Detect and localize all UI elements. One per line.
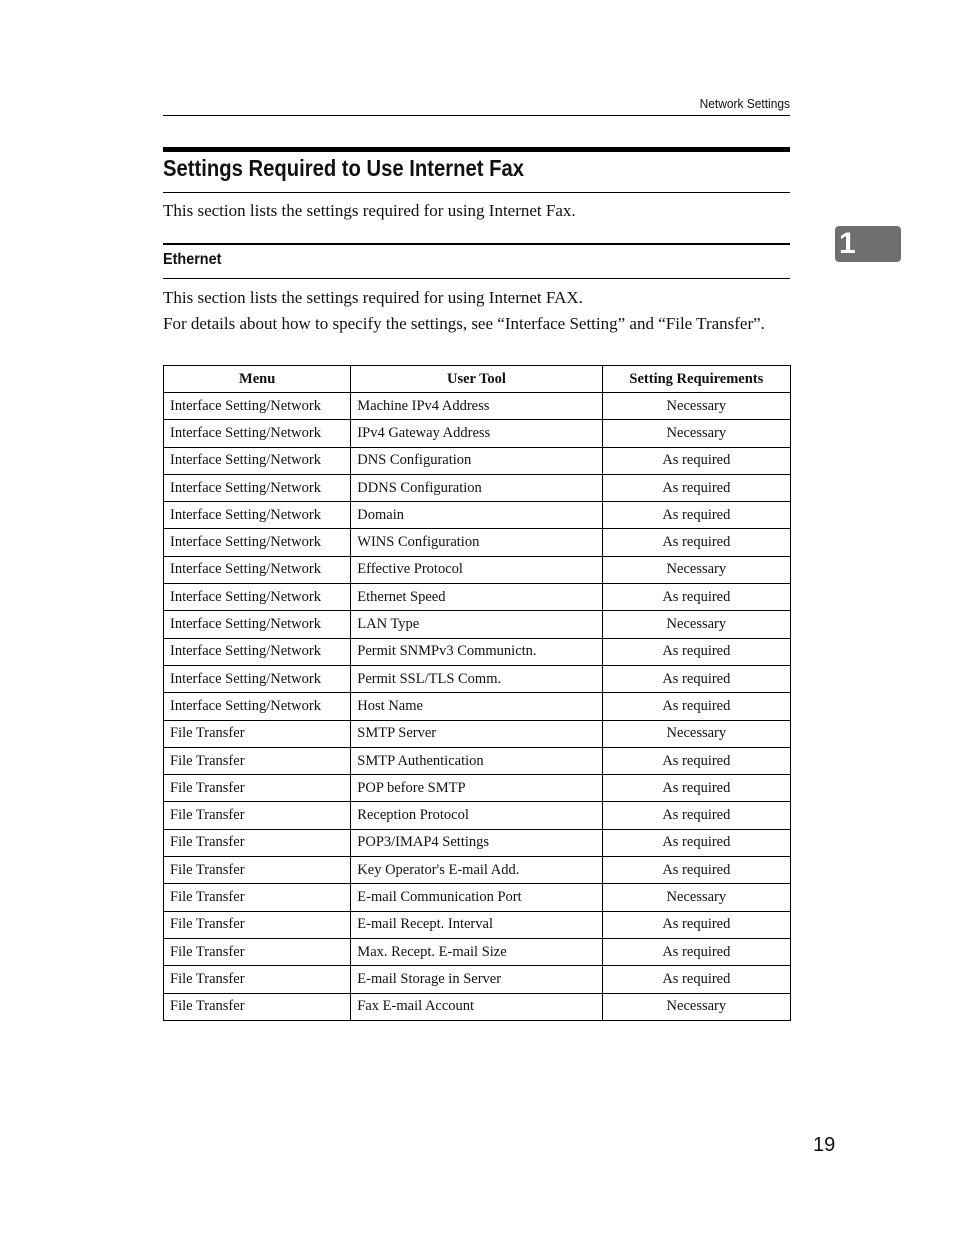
table-row [164,720,791,747]
cell-menu: Interface Setting/Network [164,529,351,556]
cell-menu: Interface Setting/Network [164,393,351,420]
cell-menu: File Transfer [164,938,351,965]
body-paragraph-2: For details about how to specify the settings, see “Interface Setting” and “File Transfer”. [163,314,765,333]
cell-user-tool: Fax E-mail Account [351,993,602,1020]
table-row [164,447,791,474]
table-header-row [164,366,791,393]
cell-user-tool: Host Name [351,693,602,720]
cell-menu: File Transfer [164,993,351,1020]
column-header-user-tool: User Tool [351,366,602,393]
table-row [164,775,791,802]
table-row [164,829,791,856]
cell-setting-requirement: As required [602,638,790,665]
settings-table [163,365,791,1021]
table-row [164,911,791,938]
cell-user-tool: E-mail Communication Port [351,884,602,911]
cell-setting-requirement: As required [602,447,790,474]
cell-menu: Interface Setting/Network [164,638,351,665]
table-row [164,802,791,829]
table-row [164,584,791,611]
cell-setting-requirement: As required [602,474,790,501]
cell-user-tool: Ethernet Speed [351,584,602,611]
subsection-title: Ethernet [163,251,222,268]
cell-user-tool: Domain [351,502,602,529]
cell-setting-requirement: As required [602,938,790,965]
page-number: 19 [813,1134,836,1156]
cell-user-tool: LAN Type [351,611,602,638]
table-row [164,693,791,720]
cell-user-tool: DDNS Configuration [351,474,602,501]
table-row [164,393,791,420]
table-row [164,938,791,965]
cell-user-tool: DNS Configuration [351,447,602,474]
cell-setting-requirement: As required [602,829,790,856]
cell-menu: File Transfer [164,775,351,802]
cell-user-tool: Effective Protocol [351,556,602,583]
cell-setting-requirement: As required [602,502,790,529]
subsection-rule-bottom [163,278,790,279]
cell-user-tool: SMTP Authentication [351,747,602,774]
cell-setting-requirement: Necessary [602,393,790,420]
cell-setting-requirement: Necessary [602,420,790,447]
cell-setting-requirement: As required [602,966,790,993]
cell-setting-requirement: Necessary [602,611,790,638]
body-paragraph-1: This section lists the settings required for using Internet FAX. [163,288,583,307]
table-row [164,966,791,993]
cell-setting-requirement: As required [602,857,790,884]
column-header-setting-requirements: Setting Requirements [602,366,790,393]
cell-menu: File Transfer [164,911,351,938]
running-header: Network Settings [699,96,790,111]
cell-setting-requirement: As required [602,529,790,556]
table-row [164,556,791,583]
chapter-tab: 1 [835,226,901,262]
cell-setting-requirement: As required [602,911,790,938]
cell-user-tool: POP before SMTP [351,775,602,802]
cell-menu: Interface Setting/Network [164,584,351,611]
table-row [164,665,791,692]
cell-menu: File Transfer [164,747,351,774]
cell-menu: Interface Setting/Network [164,556,351,583]
cell-setting-requirement: Necessary [602,884,790,911]
table-row [164,611,791,638]
cell-user-tool: IPv4 Gateway Address [351,420,602,447]
column-header-menu: Menu [164,366,351,393]
table-row [164,857,791,884]
cell-user-tool: Reception Protocol [351,802,602,829]
cell-menu: Interface Setting/Network [164,693,351,720]
cell-menu: File Transfer [164,857,351,884]
cell-menu: Interface Setting/Network [164,420,351,447]
cell-user-tool: Permit SNMPv3 Communictn. [351,638,602,665]
title-rule [163,192,790,193]
cell-user-tool: POP3/IMAP4 Settings [351,829,602,856]
header-rule [163,115,790,116]
table-row [164,474,791,501]
cell-user-tool: E-mail Storage in Server [351,966,602,993]
cell-menu: File Transfer [164,884,351,911]
cell-setting-requirement: As required [602,665,790,692]
cell-menu: Interface Setting/Network [164,447,351,474]
table-row [164,747,791,774]
cell-menu: File Transfer [164,802,351,829]
cell-setting-requirement: As required [602,693,790,720]
cell-setting-requirement: As required [602,802,790,829]
subsection-rule-top [163,243,790,245]
cell-setting-requirement: Necessary [602,556,790,583]
cell-setting-requirement: Necessary [602,993,790,1020]
cell-menu: Interface Setting/Network [164,502,351,529]
table-row [164,529,791,556]
table-body [164,393,791,1021]
cell-user-tool: Key Operator's E-mail Add. [351,857,602,884]
cell-setting-requirement: As required [602,747,790,774]
cell-user-tool: E-mail Recept. Interval [351,911,602,938]
cell-menu: File Transfer [164,829,351,856]
cell-menu: Interface Setting/Network [164,665,351,692]
cell-menu: File Transfer [164,720,351,747]
cell-setting-requirement: As required [602,775,790,802]
table-row [164,420,791,447]
cell-menu: Interface Setting/Network [164,474,351,501]
page-title: Settings Required to Use Internet Fax [163,155,525,181]
table-row [164,993,791,1020]
table-row [164,502,791,529]
cell-user-tool: Machine IPv4 Address [351,393,602,420]
cell-menu: Interface Setting/Network [164,611,351,638]
cell-user-tool: Permit SSL/TLS Comm. [351,665,602,692]
table-row [164,884,791,911]
cell-setting-requirement: Necessary [602,720,790,747]
cell-user-tool: SMTP Server [351,720,602,747]
cell-user-tool: Max. Recept. E-mail Size [351,938,602,965]
table-row [164,638,791,665]
cell-user-tool: WINS Configuration [351,529,602,556]
intro-text: This section lists the settings required for using Internet Fax. [163,201,576,220]
title-bar [163,147,790,152]
cell-setting-requirement: As required [602,584,790,611]
cell-menu: File Transfer [164,966,351,993]
